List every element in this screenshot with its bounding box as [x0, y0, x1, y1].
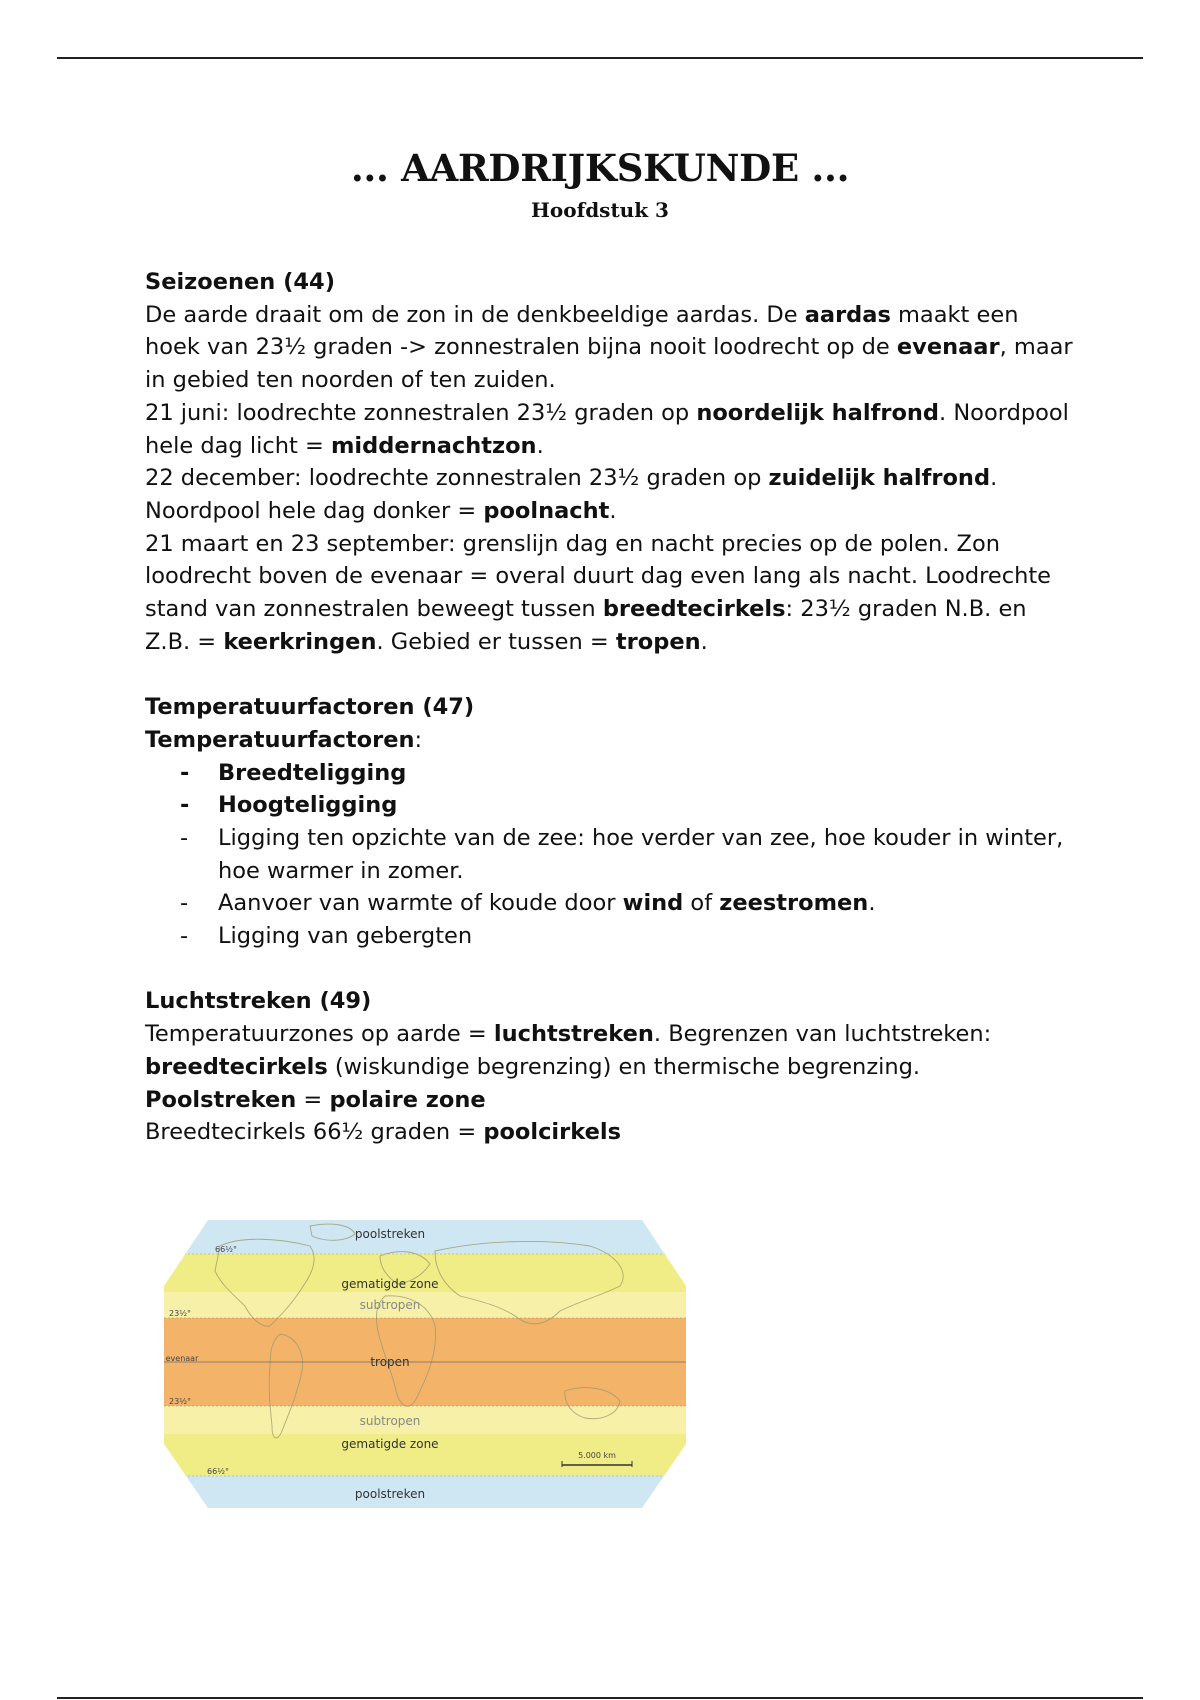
label-lat-66-north: 66½°: [215, 1245, 237, 1254]
bold-term: breedtecirkels: [145, 1053, 328, 1080]
bold-term: middernachtzon: [330, 432, 537, 459]
label-gematigde-zone-north: gematigde zone: [341, 1277, 439, 1291]
bold-term: zeestromen: [719, 890, 869, 917]
text: 22 december: loodrechte zonnestralen 23½ graden op: [145, 465, 769, 492]
text: 21 juni: loodrechte zonnestralen 23½ graden op: [145, 399, 697, 426]
text: . Noordpool hele dag licht =: [145, 399, 1069, 459]
paragraph: [145, 1018, 1075, 1083]
paragraph: [145, 299, 1075, 397]
label-lat-23-north: 23½°: [169, 1309, 191, 1318]
list-item: [145, 920, 1075, 953]
label-lat-66-south: 66½°: [207, 1467, 229, 1476]
dash-bullet: -: [180, 792, 190, 819]
dash-bullet: -: [180, 759, 190, 786]
section-heading: Temperatuurfactoren (47): [145, 694, 475, 721]
section-heading: Seizoenen (44): [145, 269, 335, 295]
bold-term: wind: [622, 890, 684, 917]
section-luchtstreken: [145, 985, 1075, 1149]
paragraph: [145, 1116, 1075, 1149]
text: , maar in gebied ten noorden of ten zuiden.: [145, 334, 1073, 394]
bold-term: poolcirkels: [483, 1119, 621, 1146]
label-lat-23-south: 23½°: [169, 1397, 191, 1406]
bold-term: zuidelijk halfrond: [768, 465, 991, 492]
label-tropen: tropen: [370, 1355, 410, 1369]
paragraph: [145, 397, 1075, 462]
zone-subtropics-south: [160, 1406, 690, 1434]
document-title: ... AARDRIJKSKUNDE ...: [350, 146, 850, 190]
paragraph: [145, 724, 1075, 757]
text: :: [414, 726, 423, 753]
dash-bullet: -: [180, 824, 189, 851]
zone-subtropics-north: [160, 1292, 690, 1318]
text: . Noordpool hele dag donker =: [145, 465, 998, 524]
bold-term: keerkringen: [223, 628, 377, 655]
label-equator: evenaar: [165, 1354, 199, 1363]
text: : 23½ graden N.B. en Z.B. =: [145, 596, 1027, 655]
dash-bullet: -: [180, 890, 189, 917]
scale-label: 5.000 km: [578, 1451, 616, 1460]
section-heading: Luchtstreken (49): [145, 988, 372, 1015]
dash-bullet: -: [180, 923, 189, 950]
top-rule: [57, 57, 1143, 59]
document-subtitle: Hoofdstuk 3: [531, 198, 669, 222]
bold-term: evenaar: [896, 334, 1000, 361]
text: of: [683, 890, 720, 917]
text: .: [700, 628, 708, 655]
bold-term: Temperatuurfactoren: [145, 726, 415, 753]
paragraph: [145, 528, 1075, 659]
bold-term: Breedteligging: [218, 759, 407, 786]
text: maakt een hoek van 23½ graden -> zonnestralen bijna nooit loodrecht op de: [145, 301, 1019, 361]
document-header: [0, 146, 1200, 222]
bold-term: breedtecirkels: [602, 596, 786, 623]
text: .: [609, 497, 617, 524]
text: Ligging van gebergten: [218, 923, 473, 950]
label-gematigde-zone-south: gematigde zone: [341, 1437, 439, 1451]
bold-term: Poolstreken: [145, 1086, 297, 1113]
text: (wiskundige begrenzing) en thermische begrenzing.: [327, 1053, 921, 1080]
bold-term: Hoogteligging: [218, 792, 398, 819]
text: . Gebied er tussen =: [376, 628, 616, 655]
text: Aanvoer van warmte of koude door: [218, 890, 623, 917]
section-seizoenen: [145, 266, 1075, 658]
list-item: [145, 757, 1075, 790]
text: Breedtecirkels 66½ graden =: [145, 1119, 484, 1146]
text: Ligging ten opzichte van de zee: hoe verder van zee, hoe kouder in winter, hoe warmer in zomer.: [218, 824, 1064, 884]
text: .: [868, 890, 876, 917]
bold-term: aardas: [804, 301, 891, 328]
text: Temperatuurzones op aarde =: [145, 1021, 494, 1048]
bottom-rule: [57, 1697, 1143, 1699]
section-temperatuurfactoren: [145, 691, 1075, 953]
bold-term: luchtstreken: [493, 1021, 654, 1048]
document-body: [145, 266, 1075, 1182]
factor-list: [145, 757, 1075, 953]
bold-term: tropen: [615, 628, 701, 655]
text: . Begrenzen van luchtstreken:: [653, 1021, 992, 1048]
text: .: [536, 432, 544, 459]
climate-zones-map: [160, 1216, 690, 1511]
bold-term: polaire zone: [329, 1086, 486, 1113]
world-map-figure: [160, 1216, 690, 1511]
text: 21 maart en 23 september: grenslijn dag en nacht precies op de polen. Zon loodrecht boven de evenaar = overal duurt dag even lang als nacht. Loodrechte stand van zonnestralen beweegt tussen: [145, 530, 1052, 623]
list-item: [145, 789, 1075, 822]
label-poolstreken-south: poolstreken: [354, 1487, 426, 1501]
bold-term: poolnacht: [483, 497, 610, 524]
text: =: [296, 1086, 330, 1113]
label-subtropen-north: subtropen: [359, 1298, 421, 1312]
paragraph: [145, 1084, 1075, 1117]
text: De aarde draait om de zon in de denkbeeldige aardas. De: [145, 301, 805, 328]
list-item: [145, 822, 1075, 887]
label-poolstreken-north: poolstreken: [354, 1227, 426, 1241]
paragraph: [145, 462, 1075, 527]
label-subtropen-south: subtropen: [359, 1414, 421, 1428]
bold-term: noordelijk halfrond: [696, 399, 940, 426]
list-item: [145, 887, 1075, 920]
